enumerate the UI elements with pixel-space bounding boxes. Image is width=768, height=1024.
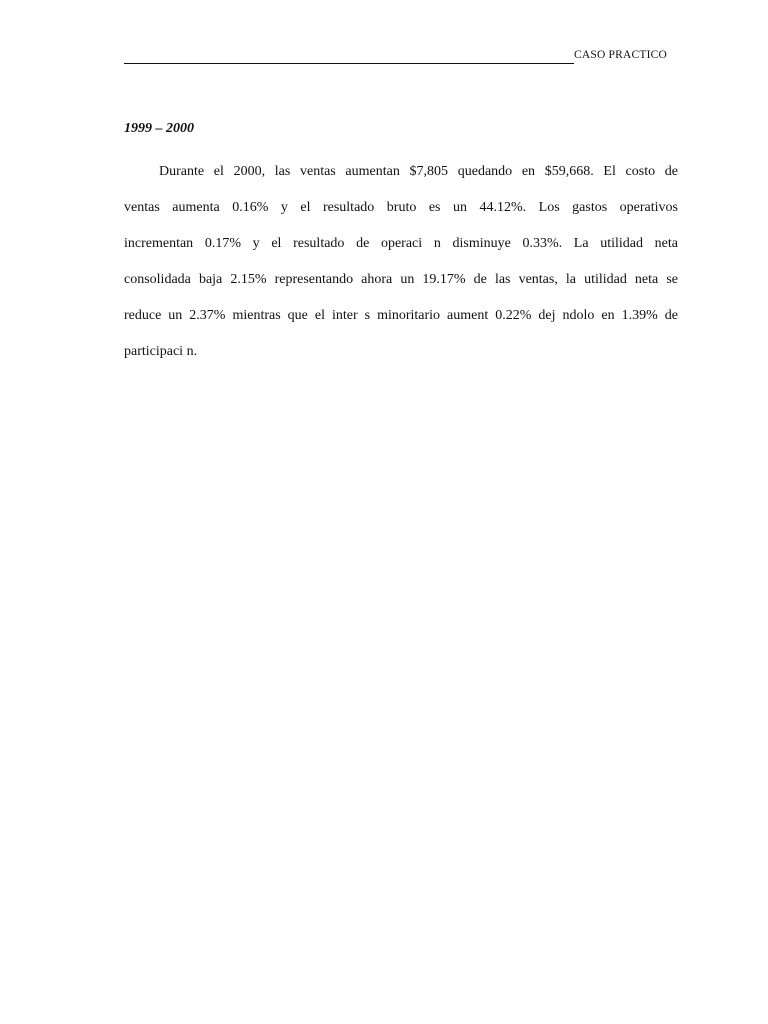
section-title: 1999 – 2000: [124, 121, 194, 136]
paragraph-line: incrementan 0.17% y el resultado de operaci n disminuye 0.33%. La utilidad neta: [124, 236, 678, 251]
header-rule: [124, 63, 574, 64]
page-header: [124, 49, 672, 65]
paragraph-line: reduce un 2.37% mientras que el inter s minoritario aument 0.22% dej ndolo en 1.39% de: [124, 308, 678, 323]
paragraph-line: Durante el 2000, las ventas aumentan $7,805 quedando en $59,668. El costo de: [159, 164, 678, 179]
paragraph-line: consolidada baja 2.15% representando ahora un 19.17% de las ventas, la utilidad neta se: [124, 272, 678, 287]
header-label: CASO PRACTICO: [574, 49, 668, 61]
paragraph-line: participaci n.: [124, 344, 198, 359]
body-paragraph: [124, 154, 678, 370]
paragraph-line: ventas aumenta 0.16% y el resultado bruto es un 44.12%. Los gastos operativos: [124, 200, 678, 215]
